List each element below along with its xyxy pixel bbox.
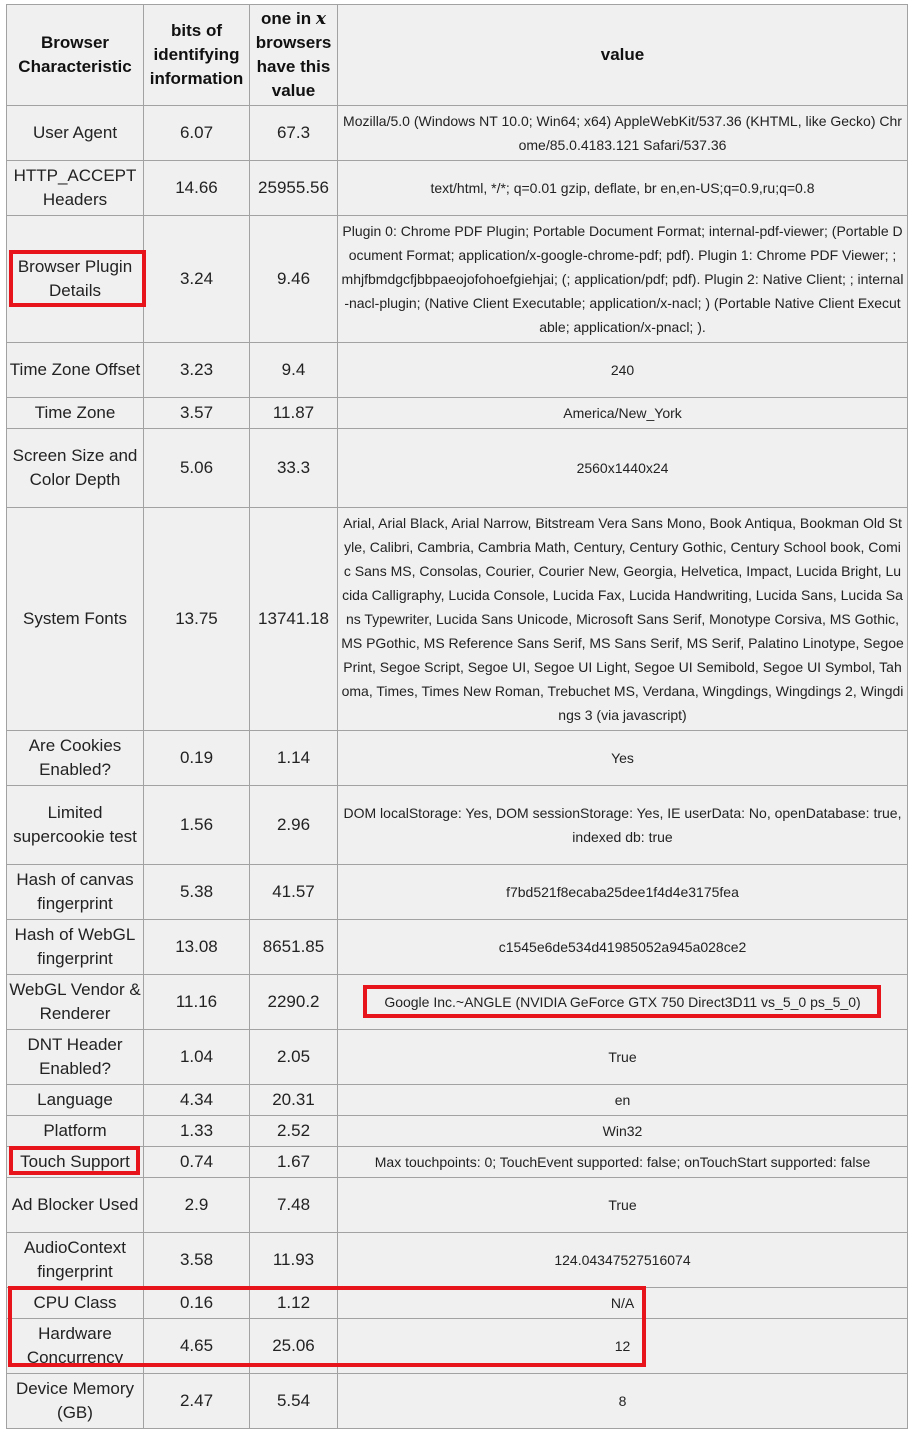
- row-one-in: 2.96: [250, 786, 338, 865]
- header-one-in-pre: one in: [261, 9, 312, 28]
- table-row: [7, 216, 908, 343]
- row-one-in: 5.54: [250, 1374, 338, 1429]
- table-row: [7, 920, 908, 975]
- row-name: Touch Support: [7, 1147, 144, 1178]
- table-row: [7, 1085, 908, 1116]
- row-name: DNT Header Enabled?: [7, 1030, 144, 1085]
- table-row: [7, 1178, 908, 1233]
- row-one-in: 2.05: [250, 1030, 338, 1085]
- header-value: value: [338, 5, 908, 106]
- row-bits: 6.07: [144, 106, 250, 161]
- row-name: Language: [7, 1085, 144, 1116]
- row-one-in: 20.31: [250, 1085, 338, 1116]
- row-name: Are Cookies Enabled?: [7, 731, 144, 786]
- row-bits: 1.56: [144, 786, 250, 865]
- row-bits: 13.08: [144, 920, 250, 975]
- row-value: Mozilla/5.0 (Windows NT 10.0; Win64; x64) AppleWebKit/537.36 (KHTML, like Gecko) Chrome/85.0.4183.121 Safari/537.36: [338, 106, 908, 161]
- row-one-in: 1.67: [250, 1147, 338, 1178]
- table-row: [7, 106, 908, 161]
- header-row: [7, 5, 908, 106]
- row-bits: 2.9: [144, 1178, 250, 1233]
- row-one-in: 2.52: [250, 1116, 338, 1147]
- row-value: f7bd521f8ecaba25dee1f4d4e3175fea: [338, 865, 908, 920]
- table-row: [7, 1147, 908, 1178]
- row-one-in: 8651.85: [250, 920, 338, 975]
- row-one-in: 9.4: [250, 343, 338, 398]
- row-value: 8: [338, 1374, 908, 1429]
- table-row: [7, 343, 908, 398]
- row-name: HTTP_ACCEPT Headers: [7, 161, 144, 216]
- row-value: 12: [338, 1319, 908, 1374]
- table-row: [7, 398, 908, 429]
- row-name: AudioContext fingerprint: [7, 1233, 144, 1288]
- row-one-in: 11.93: [250, 1233, 338, 1288]
- row-name: System Fonts: [7, 508, 144, 731]
- table-row: [7, 1288, 908, 1319]
- header-one-in-x: [250, 5, 338, 106]
- row-value: Max touchpoints: 0; TouchEvent supported: false; onTouchStart supported: false: [338, 1147, 908, 1178]
- table-row: [7, 1233, 908, 1288]
- row-value: text/html, */*; q=0.01 gzip, deflate, br en,en-US;q=0.9,ru;q=0.8: [338, 161, 908, 216]
- row-value: True: [338, 1030, 908, 1085]
- row-bits: 3.24: [144, 216, 250, 343]
- row-value: Google Inc.~ANGLE (NVIDIA GeForce GTX 750 Direct3D11 vs_5_0 ps_5_0): [338, 975, 908, 1030]
- row-one-in: 33.3: [250, 429, 338, 508]
- row-one-in: 2290.2: [250, 975, 338, 1030]
- table-row: [7, 1319, 908, 1374]
- table-row: [7, 975, 908, 1030]
- row-name: Hash of WebGL fingerprint: [7, 920, 144, 975]
- row-bits: 3.23: [144, 343, 250, 398]
- row-name: Ad Blocker Used: [7, 1178, 144, 1233]
- row-bits: 0.16: [144, 1288, 250, 1319]
- table-row: [7, 1116, 908, 1147]
- row-one-in: 7.48: [250, 1178, 338, 1233]
- row-value: N/A: [338, 1288, 908, 1319]
- row-name: Device Memory (GB): [7, 1374, 144, 1429]
- row-value: 240: [338, 343, 908, 398]
- header-bits: bits of identifying information: [144, 5, 250, 106]
- row-value: Yes: [338, 731, 908, 786]
- row-one-in: 25.06: [250, 1319, 338, 1374]
- row-bits: 4.34: [144, 1085, 250, 1116]
- row-one-in: 11.87: [250, 398, 338, 429]
- table-row: [7, 786, 908, 865]
- header-one-in-post: browsers have this value: [255, 33, 332, 100]
- row-value: 124.04347527516074: [338, 1233, 908, 1288]
- row-bits: 13.75: [144, 508, 250, 731]
- table-row: [7, 865, 908, 920]
- row-bits: 2.47: [144, 1374, 250, 1429]
- row-bits: 3.57: [144, 398, 250, 429]
- header-one-in-var: x: [315, 9, 326, 29]
- row-name: Browser Plugin Details: [7, 216, 144, 343]
- row-name: WebGL Vendor & Renderer: [7, 975, 144, 1030]
- header-browser-characteristic: Browser Characteristic: [7, 5, 144, 106]
- row-bits: 5.38: [144, 865, 250, 920]
- fingerprint-table: [6, 4, 908, 1429]
- fingerprint-table-container: [6, 4, 907, 1429]
- table-row: [7, 1030, 908, 1085]
- row-bits: 1.04: [144, 1030, 250, 1085]
- row-one-in: 41.57: [250, 865, 338, 920]
- row-one-in: 9.46: [250, 216, 338, 343]
- row-value: America/New_York: [338, 398, 908, 429]
- row-value: Plugin 0: Chrome PDF Plugin; Portable Document Format; internal-pdf-viewer; (Portable Document Format; application/x-google-chrome-pdf; pdf). Plugin 1: Chrome PDF Viewer; ; mhjfbmdgcfjbbpaeojofohoefgiehjai; (; application/pdf; pdf). Plugin 2: Native Client; ; internal-nacl-plugin; (Native Client Executable; application/x-nacl; ) (Portable Native Client Executable; application/x-pnacl; ).: [338, 216, 908, 343]
- row-bits: 14.66: [144, 161, 250, 216]
- row-bits: 0.19: [144, 731, 250, 786]
- row-value: True: [338, 1178, 908, 1233]
- row-one-in: 67.3: [250, 106, 338, 161]
- table-row: [7, 429, 908, 508]
- row-bits: 0.74: [144, 1147, 250, 1178]
- row-name: Hash of canvas fingerprint: [7, 865, 144, 920]
- row-value: Win32: [338, 1116, 908, 1147]
- table-row: [7, 161, 908, 216]
- row-one-in: 13741.18: [250, 508, 338, 731]
- row-value: c1545e6de534d41985052a945a028ce2: [338, 920, 908, 975]
- row-name: CPU Class: [7, 1288, 144, 1319]
- row-name: Hardware Concurrency: [7, 1319, 144, 1374]
- row-bits: 11.16: [144, 975, 250, 1030]
- row-value: en: [338, 1085, 908, 1116]
- row-bits: 5.06: [144, 429, 250, 508]
- row-value: 2560x1440x24: [338, 429, 908, 508]
- row-value: Arial, Arial Black, Arial Narrow, Bitstream Vera Sans Mono, Book Antiqua, Bookman Old Style, Calibri, Cambria, Cambria Math, Century, Century Gothic, Century School book, Comic Sans MS, Consolas, Courier, Courier New, Georgia, Helvetica, Impact, Lucida Bright, Lucida Calligraphy, Lucida Console, Lucida Fax, Lucida Handwriting, Lucida Sans, Lucida Sans Typewriter, Lucida Sans Unicode, Microsoft Sans Serif, Monotype Corsiva, MS Gothic, MS PGothic, MS Reference Sans Serif, MS Sans Serif, MS Serif, Palatino Linotype, Segoe Print, Segoe Script, Segoe UI, Segoe UI Light, Segoe UI Semibold, Segoe UI Symbol, Tahoma, Times, Times New Roman, Trebuchet MS, Verdana, Wingdings, Wingdings 2, Wingdings 3 (via javascript): [338, 508, 908, 731]
- row-name: Time Zone Offset: [7, 343, 144, 398]
- row-one-in: 1.14: [250, 731, 338, 786]
- row-bits: 1.33: [144, 1116, 250, 1147]
- row-one-in: 1.12: [250, 1288, 338, 1319]
- row-bits: 3.58: [144, 1233, 250, 1288]
- row-bits: 4.65: [144, 1319, 250, 1374]
- row-name: User Agent: [7, 106, 144, 161]
- row-name: Platform: [7, 1116, 144, 1147]
- table-row: [7, 508, 908, 731]
- row-one-in: 25955.56: [250, 161, 338, 216]
- row-name: Screen Size and Color Depth: [7, 429, 144, 508]
- row-name: Limited supercookie test: [7, 786, 144, 865]
- table-row: [7, 731, 908, 786]
- row-value: DOM localStorage: Yes, DOM sessionStorage: Yes, IE userData: No, openDatabase: true, indexed db: true: [338, 786, 908, 865]
- row-name: Time Zone: [7, 398, 144, 429]
- table-row: [7, 1374, 908, 1429]
